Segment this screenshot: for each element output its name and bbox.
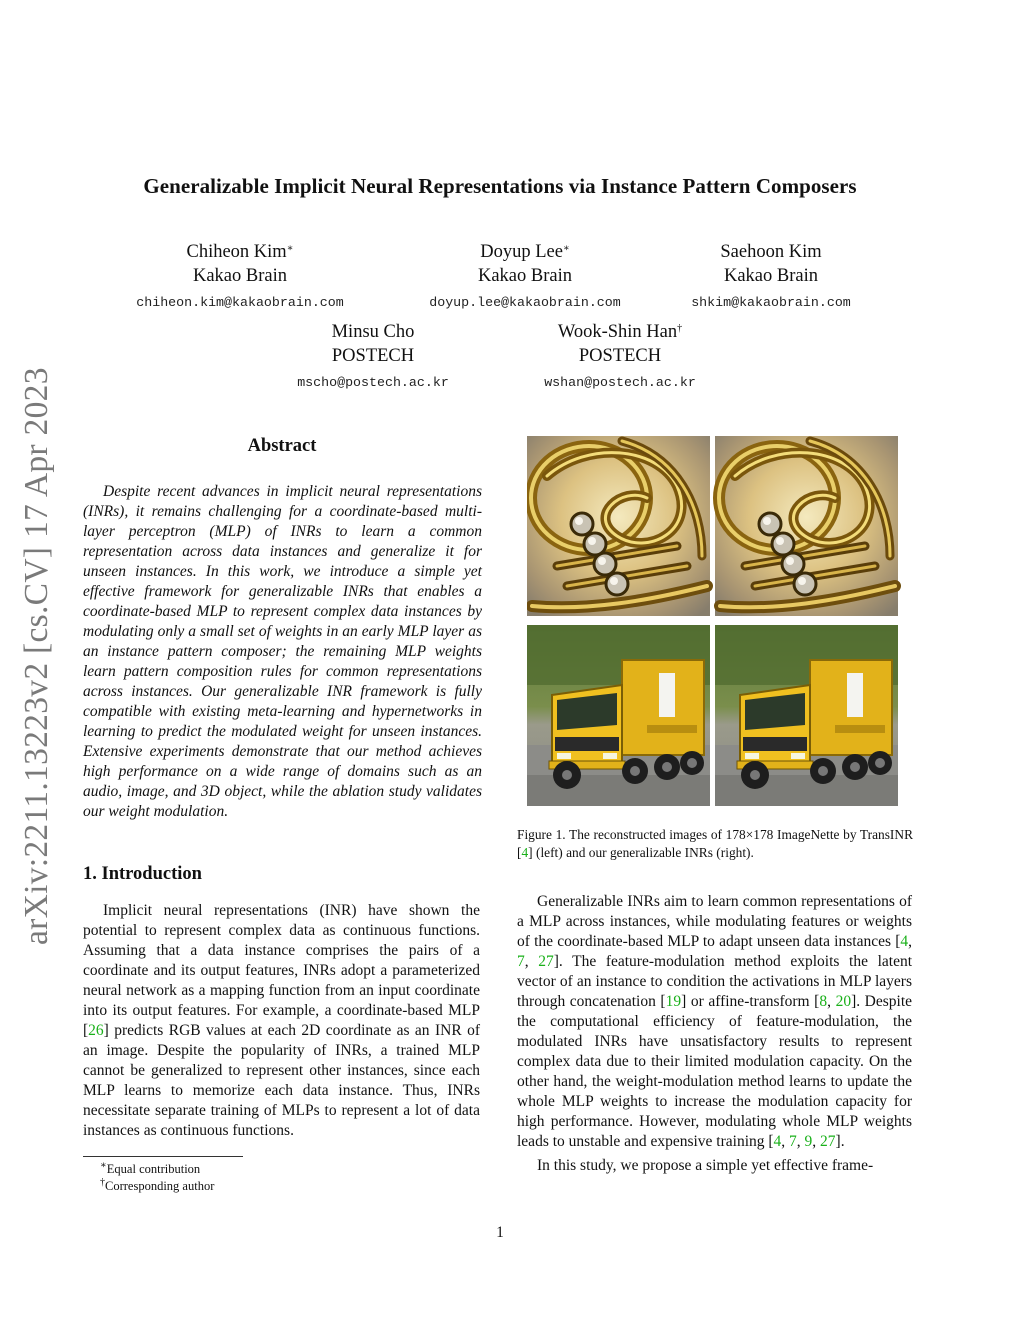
intro-paragraph: [83, 901, 480, 1141]
author-affiliation: POSTECH: [331, 346, 415, 366]
author-name: Saehoon Kim: [720, 242, 822, 262]
author-email[interactable]: chiheon.kim@kakaobrain.com: [136, 295, 344, 310]
figure-truck-ours: [715, 625, 898, 806]
author-block: [412, 240, 638, 315]
paragraph-text: ,: [812, 1133, 821, 1150]
paragraph-text: ,: [781, 1133, 790, 1150]
footnote-equal: [100, 1161, 200, 1177]
author-email[interactable]: wshan@postech.ac.kr: [544, 375, 696, 390]
author-affiliation: POSTECH: [578, 346, 662, 366]
body-paragraph: In this study, we propose a simple yet effective frame-: [537, 1157, 874, 1174]
author-name: Doyup Lee: [480, 242, 563, 262]
intro-text-part: ] predicts RGB values at each 2D coordinate as an INR of an image. Despite the popularity of INRs, a trained MLP cannot be generalized to represent other instances, since each MLP learns to memorize each data instance. Thus, INRs necessitate separate training of MLPs to represent a lot of data instances as continuous functions.: [83, 1022, 480, 1139]
author-name: Wook-Shin Han: [557, 322, 678, 342]
arxiv-identifier: arXiv:2211.13223v2 [cs.CV] 17 Apr 2023: [18, 367, 55, 945]
caption-text: ] (left) and our generalizable INRs (right).: [528, 845, 754, 860]
paragraph-text: ] or affine-transform [: [681, 993, 820, 1010]
paper-title: Generalizable Implicit Neural Representations via Instance Pattern Composers: [143, 174, 857, 198]
citation-link[interactable]: 9: [804, 1133, 813, 1150]
page-number: 1: [496, 1224, 504, 1241]
body-paragraph: [517, 892, 912, 1152]
figure-image-grid: [527, 436, 902, 808]
author-block: [278, 320, 468, 395]
author-email[interactable]: shkim@kakaobrain.com: [691, 295, 851, 310]
figure-horn-transinr: [527, 436, 710, 616]
citation-link[interactable]: 27: [538, 953, 554, 970]
citation-link[interactable]: 4: [900, 933, 909, 950]
author-email[interactable]: mscho@postech.ac.kr: [297, 375, 449, 390]
footnote-corresponding: [100, 1178, 214, 1194]
paragraph-text: ,: [796, 1133, 805, 1150]
paragraph-text: ]. The feature-modulation method exploits the latent vector of an instance to condition the activations in MLP layers through concatenation [: [517, 953, 913, 1010]
section-heading: 1. Introduction: [83, 864, 202, 884]
citation-link[interactable]: 27: [820, 1133, 836, 1150]
intro-text-part: Implicit neural representations (INR) have shown the potential to represent complex data as continuous functions. Assuming that a data instance comprises the pairs of a coordinate and its output features, INRs adopt a parameterized neural network as a mapping function from an input coordinate into its output features. For example, a coordinate-based MLP [: [83, 902, 480, 1039]
citation-link[interactable]: 4: [773, 1133, 782, 1150]
figure-caption: [517, 826, 913, 862]
paragraph-text: ,: [827, 993, 836, 1010]
figure-truck-transinr: [527, 625, 710, 806]
citation-link[interactable]: 26: [88, 1022, 104, 1039]
footnote-mark: ∗: [100, 1160, 107, 1171]
author-affiliation: Kakao Brain: [477, 266, 572, 286]
footnote-mark: †: [100, 1177, 105, 1188]
caption-text: Figure 1. The reconstructed images of 178×178 ImageNette by TransINR [: [517, 827, 913, 860]
author-email[interactable]: doyup.lee@kakaobrain.com: [429, 295, 621, 310]
citation-link[interactable]: 7: [517, 953, 525, 970]
author-affiliation: Kakao Brain: [723, 266, 818, 286]
footnote-text: Corresponding author: [105, 1179, 215, 1193]
footnote-text: Equal contribution: [106, 1162, 201, 1176]
paragraph-text: ,: [524, 953, 539, 970]
author-block: [525, 320, 715, 395]
footnote-rule: [83, 1156, 243, 1157]
author-name: Minsu Cho: [331, 322, 415, 342]
author-name: Chiheon Kim: [186, 242, 287, 262]
paragraph-text: ,: [908, 933, 912, 950]
author-affiliation: Kakao Brain: [192, 266, 287, 286]
author-block: [678, 240, 864, 315]
citation-link[interactable]: 7: [789, 1133, 797, 1150]
citation-link[interactable]: 4: [521, 845, 529, 860]
abstract-text: Despite recent advances in implicit neural representations (INRs), it remains challenging for a coordinate-based multi-layer perceptron (MLP) of INRs to learn a common representation across data instances and generalize it for unseen instances. In this work, we introduce a simple yet effective framework for generalizable INRs that enables a coordinate-based MLP to represent complex data instances by modulating only a small set of weights in an early MLP layer as an instance pattern composer; the remaining MLP weights learn pattern composition rules for common representations across instances. Our generalizable INR framework is fully compatible with existing meta-learning and hypernetworks in learning to predict the modulated weight for unseen instances. Extensive experiments demonstrate that our method achieves high performance on a wide range of domains such as an audio, image, and 3D object, while the ablation study validates our weight modulation.: [83, 483, 482, 820]
author-mark: †: [677, 323, 683, 334]
author-mark: ∗: [286, 243, 294, 254]
figure-horn-ours: [715, 436, 898, 616]
paragraph-text: ].: [835, 1133, 845, 1150]
abstract-heading: Abstract: [247, 436, 317, 456]
citation-link[interactable]: 20: [835, 993, 852, 1010]
paragraph-text: Generalizable INRs aim to learn common representations of a MLP across instances, while modulating features or weights of the coordinate-based MLP to adapt unseen data instances [: [517, 893, 912, 950]
author-mark: ∗: [562, 243, 570, 254]
citation-link[interactable]: 8: [819, 993, 828, 1010]
right-column-text: [517, 892, 912, 1176]
paragraph-text: ]. Despite the computational efficiency of feature-modulation, the modulated INRs have unsatisfactory results to represent complex data due to their limited modulation capacity. On the other hand, the weight-modulation method learns to update the whole MLP weights to increase the modulation capacity for high performance. However, modulating whole MLP weights leads to unstable and expensive training [: [517, 993, 913, 1150]
citation-link[interactable]: 19: [665, 993, 682, 1010]
author-block: [135, 240, 345, 315]
figure-1: [527, 436, 902, 808]
